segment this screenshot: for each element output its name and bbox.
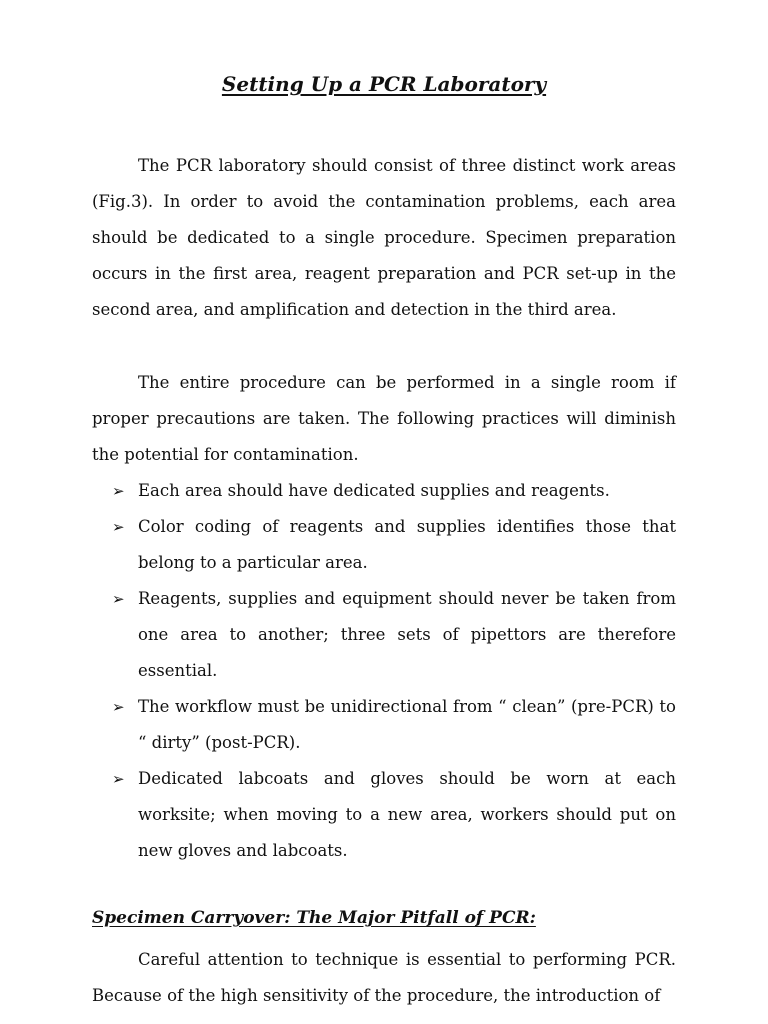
arrow-bullet-icon: ➢ [112,698,125,716]
list-item-text: Reagents, supplies and equipment should never be taken from one area to another; three sets of pipettors are therefore essential. [138,589,676,680]
list-item [92,581,676,689]
arrow-bullet-icon: ➢ [112,518,125,536]
list-item-text: The workflow must be unidirectional from “ clean” (pre-PCR) to “ dirty” (post-PCR). [138,697,692,752]
paragraph-single-room: The entire procedure can be performed in a single room if proper precautions are taken. The following practices will diminish the potential for contamination. [92,373,676,464]
list-item [92,761,676,869]
section-heading: Specimen Carryover: The Major Pitfall of PCR: [92,908,536,928]
list-item [92,509,676,581]
practices-list [92,473,692,869]
arrow-bullet-icon: ➢ [112,482,125,500]
list-item-text: Dedicated labcoats and gloves should be worn at each worksite; when moving to a new area, workers should put on new gloves and labcoats. [138,769,676,860]
arrow-bullet-icon: ➢ [112,590,125,608]
list-item-text: Color coding of reagents and supplies identifies those that belong to a particular area. [138,517,676,572]
list-item [92,689,692,761]
paragraph-work-areas: The PCR laboratory should consist of three distinct work areas (Fig.3). In order to avoid the contamination problems, each area should be dedicated to a single procedure. Specimen preparation occurs in the first area, reagent preparation and PCR set-up in the second area, and amplification and detection in the third area. [92,156,676,319]
list-item-text: Each area should have dedicated supplies and reagents. [138,481,610,500]
arrow-bullet-icon: ➢ [112,770,125,788]
paragraph-careful-attention: Careful attention to technique is essential to performing PCR. Because of the high sensitivity of the procedure, the introduction of [92,950,676,1005]
page-title: Setting Up a PCR Laboratory [221,72,547,96]
list-item [92,473,676,509]
